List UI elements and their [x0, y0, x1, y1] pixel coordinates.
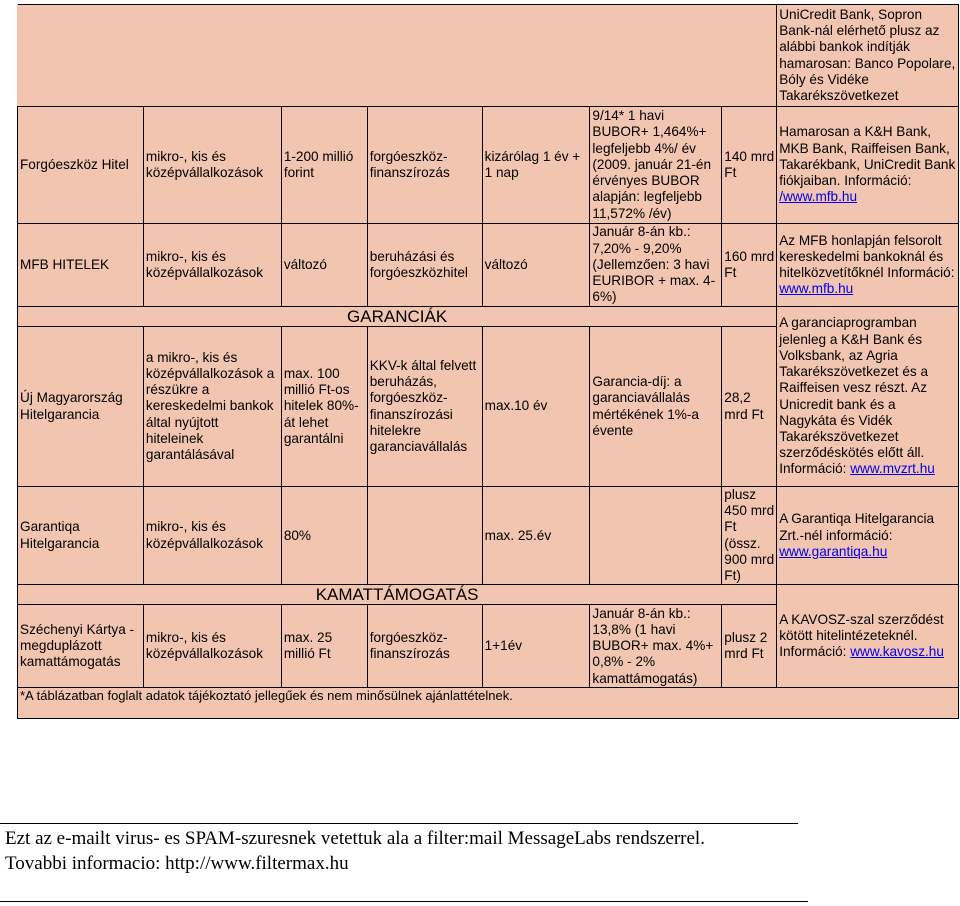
loan-purpose: beruházási és forgóeszközhitel	[367, 224, 482, 307]
loan-amount: 80%	[281, 487, 367, 585]
loan-term: kizárólag 1 év + 1 nap	[482, 107, 590, 224]
availability-info: A garanciaprogramban jelenleg a K&H Bank és Volksbank, az Agria Takarékszövetkezet és a Raiffeisen vesz részt. Az Unicredit bank és a Nagykáta és Vidék Takarékszövetkezet szerződéskötés előtt áll. Információ: www.mvzrt.hu	[777, 307, 959, 487]
loan-amount: max. 100 millió Ft-os hitelek 80%-át lehet garantálni	[281, 327, 367, 487]
filter-info-line: Tovabbi informacio: http://www.filtermax.hu	[5, 853, 349, 874]
interest-rate: Január 8-án kb.: 7,20% - 9,20% (Jellemzően: 3 havi EURIBOR + max. 4-6%)	[590, 224, 722, 307]
target-group: mikro-, kis és középvállalkozások	[143, 224, 281, 307]
loan-amount: max. 25 millió Ft	[281, 605, 367, 688]
loan-amount: változó	[281, 224, 367, 307]
loan-term: változó	[482, 224, 590, 307]
program-volume: 28,2 mrd Ft	[722, 327, 777, 487]
availability-info: Az MFB honlapján felsorolt kereskedelmi bankoknál és hitelközvetítőknél Információ: www.mfb.hu	[777, 224, 959, 307]
section-row	[18, 585, 959, 605]
program-volume: 160 mrd Ft	[722, 224, 777, 307]
separator-line	[0, 901, 808, 902]
program-volume: 140 mrd Ft	[722, 107, 777, 224]
section-title-kamattamogatas: KAMATTÁMOGATÁS	[18, 585, 777, 605]
section-row	[18, 307, 959, 327]
target-group: mikro-, kis és középvállalkozások	[143, 107, 281, 224]
table-row	[18, 107, 959, 224]
target-group: mikro-, kis és középvállalkozások	[143, 487, 281, 585]
info-link[interactable]: www.kavosz.hu	[850, 644, 944, 660]
info-link[interactable]: www.mvzrt.hu	[850, 461, 935, 477]
program-name: MFB HITELEK	[18, 224, 144, 307]
availability-info: A KAVOSZ-szal szerződést kötött hitelintézeteknél. Információ: www.kavosz.hu	[777, 585, 959, 688]
program-name: Új Magyarország Hitelgarancia	[18, 327, 144, 487]
program-name: Széchenyi Kártya - megduplázott kamattámogatás	[18, 605, 144, 688]
availability-info: Hamarosan a K&H Bank, MKB Bank, Raiffeisen Bank, Takarékbank, UniCredit Bank fiókjaiban. Információ: /www.mfb.hu	[777, 107, 959, 224]
separator-line	[0, 823, 798, 824]
table-row	[18, 224, 959, 307]
loan-programs-table	[17, 4, 959, 719]
interest-rate	[590, 487, 722, 585]
interest-rate: Garancia-díj: a garanciavállalás mértékének 1%-a évente	[590, 327, 722, 487]
loan-term: max.10 év	[482, 327, 590, 487]
program-volume: plusz 450 mrd Ft (össz. 900 mrd Ft)	[722, 487, 777, 585]
loan-amount: 1-200 millió forint	[281, 107, 367, 224]
loan-term: 1+1év	[482, 605, 590, 688]
loan-purpose: forgóeszköz-finanszírozás	[367, 107, 482, 224]
footnote: *A táblázatban foglalt adatok tájékoztató jellegűek és nem minősülnek ajánlattételnek.	[18, 688, 959, 719]
program-volume: plusz 2 mrd Ft	[722, 605, 777, 688]
target-group: a mikro-, kis és középvállalkozások a részükre a kereskedelmi bankok által nyújtott hiteleinek garantálásával	[143, 327, 281, 487]
loan-purpose	[367, 487, 482, 585]
info-link[interactable]: www.mfb.hu	[779, 281, 854, 297]
section-title-garanciak: GARANCIÁK	[18, 307, 777, 327]
availability-info: A Garantiqa Hitelgarancia Zrt.-nél információ: www.garantiqa.hu	[777, 487, 959, 585]
program-name: Forgóeszköz Hitel	[18, 107, 144, 224]
loan-purpose: forgóeszköz-finanszírozás	[367, 605, 482, 688]
top-info-row	[18, 5, 959, 107]
info-link[interactable]: /www.mfb.hu	[779, 189, 858, 205]
interest-rate: 9/14* 1 havi BUBOR+ 1,464%+ legfeljebb 4%/ év (2009. január 21-én érvényes BUBOR alapján: legfeljebb 11,572% /év)	[590, 107, 722, 224]
loan-purpose: KKV-k által felvett beruházás, forgóeszköz-finanszírozási hitelekre garanciavállalás	[367, 327, 482, 487]
info-link[interactable]: www.garantiqa.hu	[779, 543, 888, 559]
footnote-row	[18, 688, 959, 719]
target-group: mikro-, kis és középvállalkozások	[143, 605, 281, 688]
program-name: Garantiqa Hitelgarancia	[18, 487, 144, 585]
top-info-cell: UniCredit Bank, Sopron Bank-nál elérhető plusz az alábbi bankok indítják hamarosan: Banco Popolare, Bóly és Vidéke Takarékszövetkezet	[777, 5, 959, 107]
table-row	[18, 487, 959, 585]
interest-rate: Január 8-án kb.: 13,8% (1 havi BUBOR+ max. 4%+ 0,8% - 2% kamattámogatás)	[590, 605, 722, 688]
loan-term: max. 25.év	[482, 487, 590, 585]
email-filter-notice: Ezt az e-mailt virus- es SPAM-szuresnek vetettuk ala a filter:mail MessageLabs rendszerrel.	[5, 828, 705, 849]
